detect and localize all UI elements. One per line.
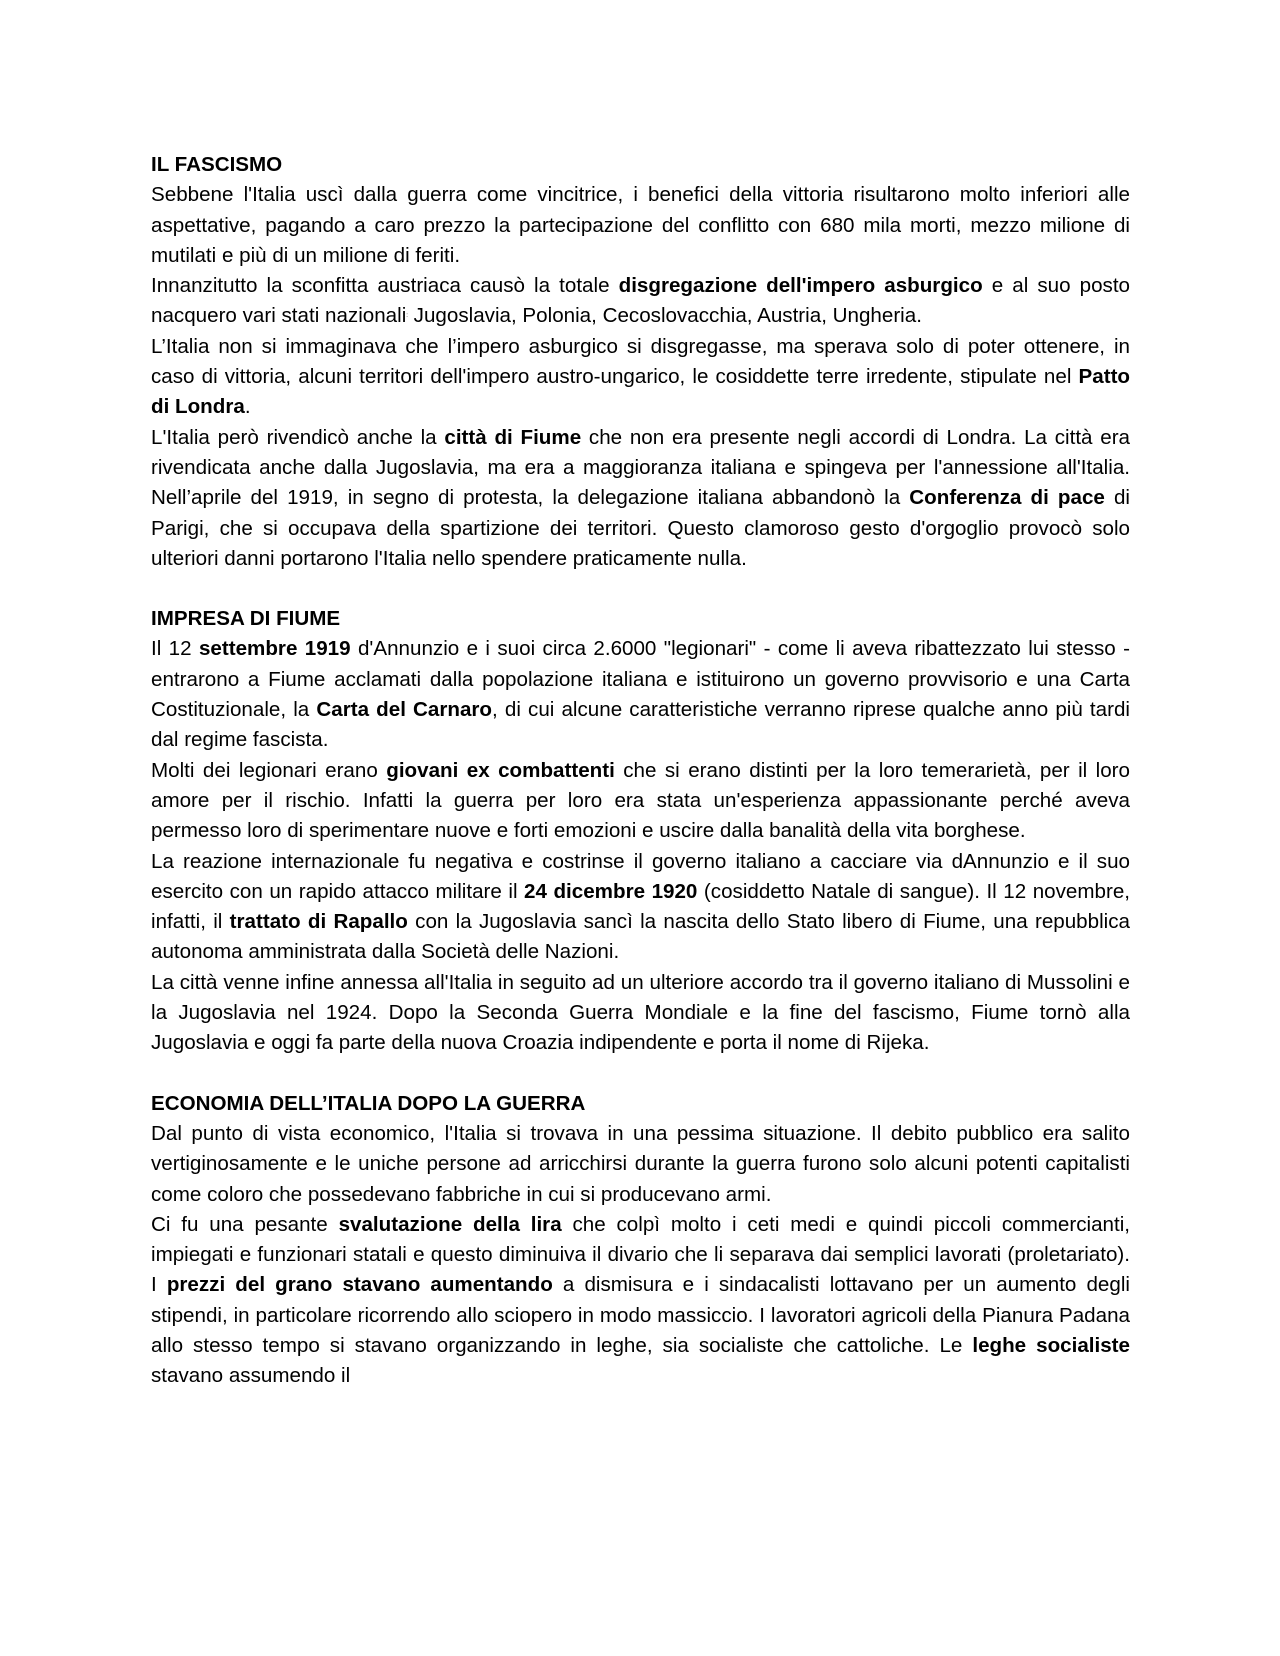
paragraph: La città venne infine annessa all'Italia in seguito ad un ulteriore accordo tra il governo italiano di Mussolini e la Jugoslavia nel 1924. Dopo la Seconda Guerra Mondiale e la fine del fascismo, Fiume tornò alla Jugoslavia e oggi fa parte della nuova Croazia indipendente e porta il nome di Rijeka.	[151, 970, 1130, 1055]
paragraph: Ci fu una pesante svalutazione della lira che colpì molto i ceti medi e quindi piccoli commercianti, impiegati e funzionari statali e questo diminuiva il divario che li separava dai semplici lavorati (proletariato). I prezzi del grano stavano aumentando a dismisura e i sindacalisti lottavano per un aumento degli stipendi, in particolare ricorrendo allo sciopero in modo massiccio. I lavoratori agricoli della Pianura Padana allo stesso tempo si stavano organizzando in leghe, sia socialiste che cattoliche. Le leghe socialiste stavano assumendo il	[151, 1212, 1130, 1388]
paragraph: Il 12 settembre 1919 d'Annunzio e i suoi circa 2.6000 "legionari" - come li aveva ribattezzato lui stesso - entrarono a Fiume acclamati dalla popolazione italiana e istituirono un governo provvisorio e una Carta Costituzionale, la Carta del Carnaro, di cui alcune caratteristiche verranno riprese qualche anno più tardi dal regime fascista.	[151, 637, 1130, 752]
bold-term: trattato di Rapallo	[229, 910, 408, 934]
document-body	[151, 150, 1130, 1392]
spacer	[151, 574, 1130, 604]
spacer	[151, 1059, 1130, 1089]
paragraph: La reazione internazionale fu negativa e costrinse il governo italiano a cacciare via dAnnunzio e il suo esercito con un rapido attacco militare il 24 dicembre 1920 (cosiddetto Natale di sangue). Il 12 novembre, infatti, il trattato di Rapallo con la Jugoslavia sancì la nascita dello Stato libero di Fiume, una repubblica autonoma amministrata dalla Società delle Nazioni.	[151, 849, 1130, 964]
paragraph: Dal punto di vista economico, l'Italia si trovava in una pessima situazione. Il debito pubblico era salito vertiginosamente e le uniche persone ad arricchirsi durante la guerra furono solo alcuni potenti capitalisti come coloro che possedevano fabbriche in cui si producevano armi.	[151, 1121, 1130, 1206]
paragraph: Molti dei legionari erano giovani ex combattenti che si erano distinti per la loro temerarietà, per il loro amore per il rischio. Infatti la guerra per loro era stata un'esperienza appassionante perché aveva permesso loro di sperimentare nuove e forti emozioni e uscire dalla banalità della vita borghese.	[151, 758, 1130, 843]
section-impresa-di-fiume	[151, 604, 1130, 1058]
bold-term: 24 dicembre 1920	[524, 879, 698, 903]
bold-term: Carta del Carnaro	[316, 698, 493, 722]
section-economia	[151, 1089, 1130, 1392]
bold-term: giovani ex combattenti	[386, 758, 615, 782]
section-heading: ECONOMIA DELL’ITALIA DOPO LA GUERRA	[151, 1091, 586, 1115]
bold-term: Patto di Londra	[151, 365, 1130, 419]
bold-term: prezzi del grano stavano aumentando	[166, 1273, 553, 1297]
bold-term: disgregazione dell'impero asburgico	[618, 274, 983, 298]
section-heading: IL FASCISMO	[151, 153, 283, 176]
section-heading: IMPRESA DI FIUME	[151, 607, 341, 631]
paragraph: Sebbene l'Italia uscì dalla guerra come vincitrice, i benefici della vittoria risultarono molto inferiori alle aspettative, pagando a caro prezzo la partecipazione del conflitto con 680 mila morti, mezzo milione di mutilati e più di un milione di feriti.	[151, 183, 1130, 267]
section-fascismo	[151, 150, 1130, 574]
bold-term: svalutazione della lira	[338, 1212, 562, 1236]
bold-term: settembre 1919	[198, 637, 351, 661]
bold-term: Conferenza di pace	[909, 486, 1105, 510]
paragraph: L'Italia però rivendicò anche la città di Fiume che non era presente negli accordi di Londra. La città era rivendicata anche dalla Jugoslavia, ma era a maggioranza italiana e spingeva per l'annessione all'Italia. Nell’aprile del 1919, in segno di protesta, la delegazione italiana abbandonò la Conferenza di pace di Parigi, che si occupava della spartizione dei territori. Questo clamoroso gesto d'orgoglio provocò solo ulteriori danni portarono l'Italia nello spendere praticamente nulla.	[151, 425, 1131, 570]
bold-term: città di Fiume	[444, 425, 582, 449]
paragraph: L’Italia non si immaginava che l’impero asburgico si disgregasse, ma sperava solo di poter ottenere, in caso di vittoria, alcuni territori dell'impero austro-ungarico, le cosiddette terre irredente, stipulate nel Patto di Londra.	[151, 334, 1130, 419]
bold-term: leghe socialiste	[972, 1333, 1130, 1357]
paragraph: Innanzitutto la sconfitta austriaca causò la totale disgregazione dell'impero asburgico e al suo posto nacquero vari stati nazionali: Jugoslavia, Polonia, Cecoslovacchia, Austria, Ungheria.	[151, 274, 1130, 328]
